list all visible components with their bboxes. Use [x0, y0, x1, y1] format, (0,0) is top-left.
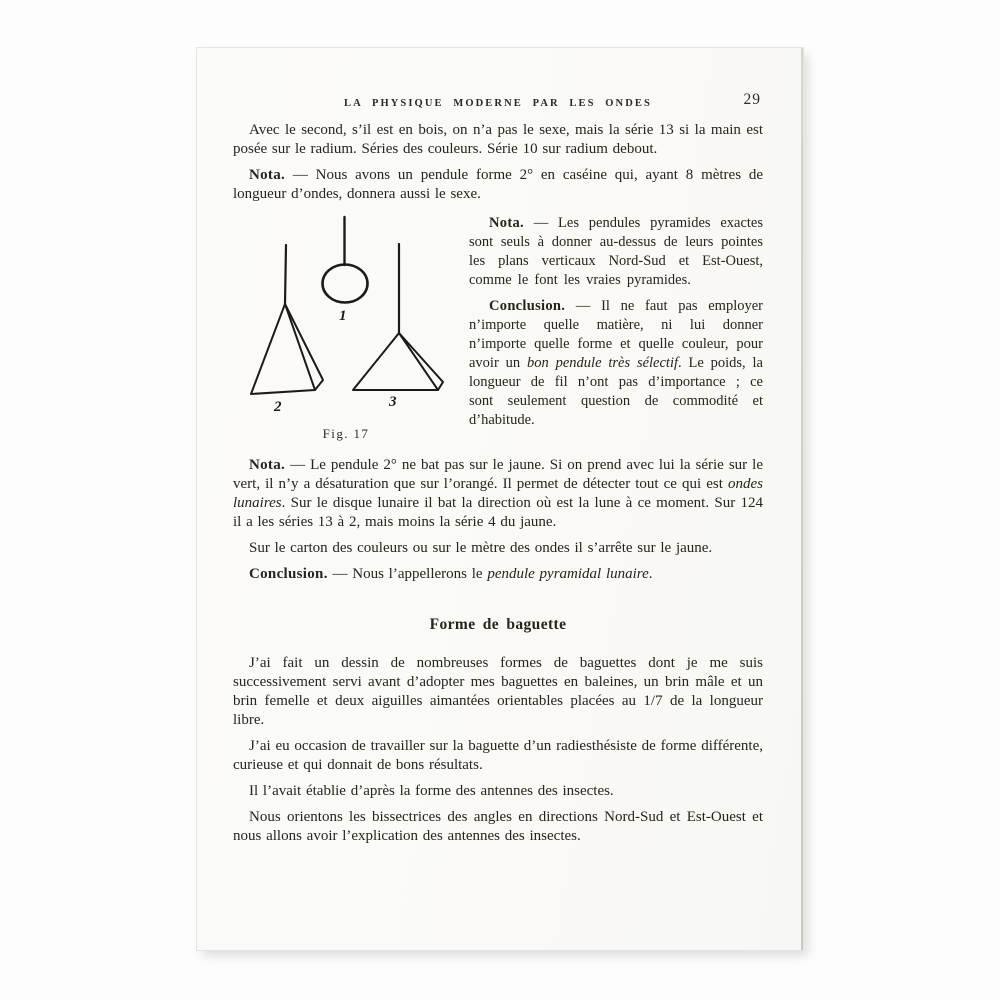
pendulum-1	[323, 217, 368, 303]
pendulum-2	[251, 245, 323, 394]
conclusion-selectif-italic: bon pendule très sélectif	[527, 355, 679, 371]
nota-jaune-t1: — Le pendule 2° ne bat pas sur le jaune. Si on prend avec lui la série sur le vert, il n’y a désaturation que sur l’orangé. Il permet de détecter tout ce qui est	[233, 457, 763, 492]
paragraph-conclusion-lunaire	[233, 565, 763, 584]
pendulum-1-label: 1	[339, 308, 347, 324]
paragraph-nota-caseine	[233, 166, 763, 204]
conclusion-selectif-t2: . Le poids, la longueur de fil n’ont pas d’importance ; ce sont seulement question de commodité et d’habitude.	[469, 355, 763, 428]
paragraph-intro	[233, 121, 763, 159]
paragraph-radiesthesiste-text: J’ai eu occasion de travailler sur la baguette d’un radiesthésiste de forme différente, curieuse et qui donnait de bons résultats.	[233, 738, 763, 773]
conclusion-lunaire-t1: — Nous l’appellerons le	[327, 566, 488, 582]
nota-caseine-text: — Nous avons un pendule forme 2° en caséine qui, ayant 8 mètres de longueur d’ondes, donnera aussi le sexe.	[233, 167, 763, 202]
paragraph-carton	[233, 539, 763, 558]
conclusion-label: Conclusion.	[249, 566, 328, 582]
figure-caption: Fig. 17	[322, 426, 370, 441]
paragraph-antennes	[233, 782, 763, 801]
nota-label: Nota.	[249, 167, 286, 183]
conclusion-selectif-t1: — Il ne faut pas employer n’importe quelle matière, ni lui donner n’importe quelle forme et quelle couleur, pour avoir un	[469, 298, 763, 371]
pendulum-3-label: 3	[389, 394, 397, 410]
paragraph-bissectrices	[233, 808, 763, 846]
book-page	[197, 48, 803, 950]
section-heading: Forme de baguette	[429, 616, 567, 633]
conclusion-label: Conclusion.	[489, 298, 566, 314]
running-title: LA PHYSIQUE MODERNE PAR LES ONDES	[344, 98, 652, 109]
paragraph-conclusion-selectif	[469, 297, 763, 430]
figure-side-text	[469, 214, 763, 437]
running-header	[233, 93, 763, 108]
paragraph-antennes-text: Il l’avait établie d’après la forme des antennes des insectes.	[249, 783, 614, 799]
conclusion-lunaire-italic: pendule pyramidal lunaire	[487, 566, 649, 582]
pendulum-3	[353, 244, 443, 390]
page-number: 29	[743, 91, 761, 108]
paragraph-radiesthesiste	[233, 737, 763, 775]
paragraph-bissectrices-text: Nous orientons les bissectrices des angles en directions Nord-Sud et Est-Ouest et nous allons avoir l’explication des antennes des insectes.	[233, 809, 763, 844]
paragraph-nota-pyramides	[469, 214, 763, 290]
pendulum-2-label: 2	[274, 399, 282, 415]
nota-jaune-italic: ondes lunaires	[233, 476, 763, 511]
paragraph-intro-text: Avec le second, s’il est en bois, on n’a pas le sexe, mais la série 13 si la main est posée sur le radium. Séries des couleurs. Série 10 sur radium debout.	[233, 122, 763, 157]
nota-label: Nota.	[489, 215, 524, 231]
paragraph-carton-text: Sur le carton des couleurs ou sur le mètre des ondes il s’arrête sur le jaune.	[249, 540, 713, 556]
conclusion-lunaire-t2: .	[648, 566, 653, 582]
nota-pyramides-text: — Les pendules pyramides exactes sont seuls à donner au-dessus de leurs pointes les plans verticaux Nord-Sud et Est-Ouest, comme le font les vraies pyramides.	[469, 215, 763, 288]
paragraph-baguettes-dessin	[233, 654, 763, 730]
figure-row	[233, 214, 763, 446]
nota-label: Nota.	[249, 457, 286, 473]
figure-17	[239, 214, 461, 446]
paragraph-baguettes-dessin-text: J’ai fait un dessin de nombreuses formes de baguettes dont je me suis successivement servi avant d’adopter mes baguettes en baleines, un brin mâle et un brin femelle et deux aiguilles aimantées orientables placées au 1/7 de la longueur libre.	[233, 655, 763, 728]
pendulum-diagram	[239, 214, 459, 446]
paragraph-nota-jaune	[233, 456, 763, 532]
nota-jaune-t2: . Sur le disque lunaire il bat la direction où est la lune à ce moment. Sur 124 il a les séries 13 à 2, mais moins la série 4 du jaune.	[233, 495, 763, 530]
